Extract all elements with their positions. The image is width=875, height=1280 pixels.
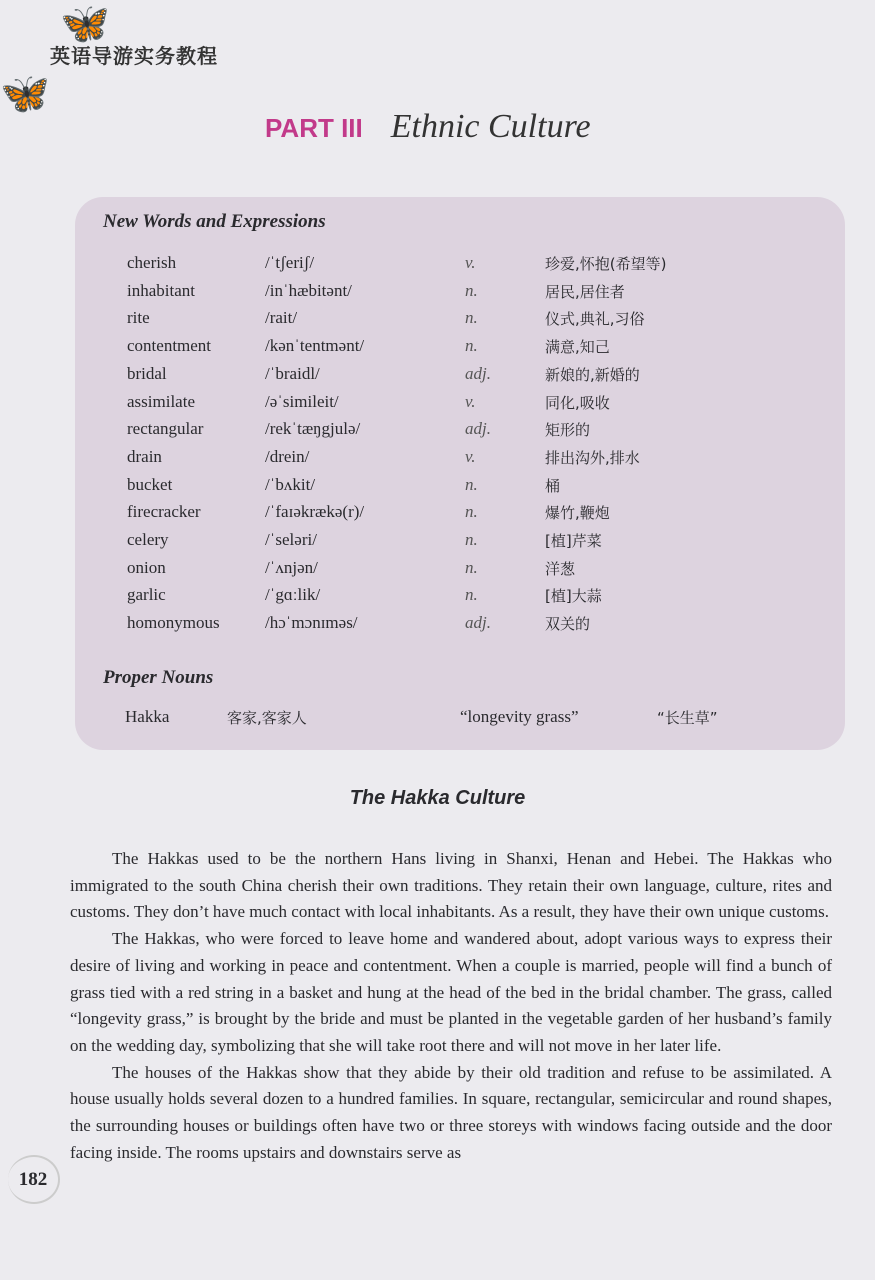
vocabulary-row xyxy=(127,585,847,609)
part-of-speech: n. xyxy=(465,502,478,522)
part-of-speech: n. xyxy=(465,336,478,356)
phonetic: /inˈhæbitənt/ xyxy=(265,280,352,300)
paragraph: The Hakkas used to be the northern Hans living in Shanxi, Henan and Hebei. The Hakkas who immigrated to the south China cherish their own traditions. They retain their own language, culture, rites and customs. They don’t have much contact with local inhabitants. As a result, they have their own unique customs. xyxy=(70,849,832,922)
vocabulary-row xyxy=(127,392,847,416)
translation: 居民,居住者 xyxy=(545,282,625,301)
part-of-speech: v. xyxy=(465,391,476,411)
phonetic: /ˈbʌkit/ xyxy=(265,474,316,494)
part-of-speech: n. xyxy=(465,280,478,300)
vocabulary-row xyxy=(127,364,847,388)
word: celery xyxy=(127,530,169,549)
phonetic: /ˈbraidl/ xyxy=(265,363,320,383)
translation: 矩形的 xyxy=(545,421,591,440)
paragraph: The Hakkas, who were forced to leave home and wandered about, adopt various ways to express their desire of living and working in peace and contentment. When a couple is married, people will find a bunch of grass tied with a red string in a basket and hung at the head of the bed in the bridal chamber. The grass, called “longevity grass,” is brought by the bride and must be planted in the vegetable garden of her husband’s family on the wedding day, symbolizing that she will take root there and will not move in her later life. xyxy=(70,929,832,1055)
vocabulary-row xyxy=(127,502,847,526)
part-of-speech: n. xyxy=(465,474,478,494)
word: onion xyxy=(127,557,166,577)
translation: 爆竹,鞭炮 xyxy=(545,504,610,523)
phonetic: /ˈseləri/ xyxy=(265,530,317,549)
translation: 排出沟外,排水 xyxy=(545,448,640,467)
word: bucket xyxy=(127,474,173,494)
phonetic: /ˈgɑːlik/ xyxy=(265,585,321,605)
word: firecracker xyxy=(127,502,201,522)
translation: 珍爱,怀抱(希望等) xyxy=(545,255,667,273)
phonetic: /ˈfaɪəkrækə(r)/ xyxy=(265,502,365,522)
part-of-speech: n. xyxy=(465,557,478,577)
translation: [植]大蒜 xyxy=(545,587,602,606)
phonetic: /hɔˈmɔnɪməs/ xyxy=(265,613,358,633)
word: garlic xyxy=(127,585,166,605)
phonetic: /ˈʌnjən/ xyxy=(265,557,318,577)
body-text xyxy=(70,846,832,1166)
vocabulary-row xyxy=(127,475,847,499)
proper-noun: “longevity grass” xyxy=(460,707,579,726)
phonetic: /əˈsimileit/ xyxy=(265,391,339,411)
phonetic: /drein/ xyxy=(265,446,310,466)
vocabulary-row xyxy=(127,253,847,277)
vocabulary-row xyxy=(127,447,847,471)
vocabulary-row xyxy=(127,308,847,332)
new-words-heading: New Words and Expressions xyxy=(103,211,326,232)
part-of-speech: n. xyxy=(465,530,478,549)
phonetic: /rekˈtæŋgjulə/ xyxy=(265,419,361,439)
translation: 洋葱 xyxy=(545,559,576,578)
phonetic: /rait/ xyxy=(265,308,298,328)
part-name: Ethnic Culture xyxy=(390,108,591,145)
word: homonymous xyxy=(127,613,220,633)
phonetic: /kənˈtentmənt/ xyxy=(265,336,365,356)
translation: 新娘的,新婚的 xyxy=(545,365,640,384)
butterfly-icon: 🦋 xyxy=(60,1,110,46)
part-of-speech: adj. xyxy=(465,419,491,439)
part-of-speech: adj. xyxy=(465,613,491,633)
part-of-speech: v. xyxy=(465,446,476,466)
butterfly-icon: 🦋 xyxy=(0,71,50,116)
vocabulary-row xyxy=(127,336,847,360)
translation: 仪式,典礼,习俗 xyxy=(545,310,645,329)
book-title-header: 英语导游实务教程 xyxy=(50,44,218,68)
word: bridal xyxy=(127,363,167,383)
part-title xyxy=(265,108,591,146)
part-of-speech: n. xyxy=(465,308,478,328)
part-of-speech: n. xyxy=(465,585,478,605)
proper-noun-translation: 客家,客家人 xyxy=(227,709,307,727)
page-number: 182 xyxy=(8,1155,60,1204)
translation: 双关的 xyxy=(545,615,591,634)
proper-nouns-heading: Proper Nouns xyxy=(103,667,214,688)
word: rectangular xyxy=(127,419,204,439)
translation: 满意,知己 xyxy=(545,338,610,357)
part-number: PART III xyxy=(265,113,363,143)
translation: [植]芹菜 xyxy=(545,532,602,550)
section-title: The Hakka Culture xyxy=(349,787,526,809)
word: assimilate xyxy=(127,391,195,411)
phonetic: /ˈtʃeriʃ/ xyxy=(265,253,315,272)
word: contentment xyxy=(127,336,212,356)
translation: 同化,吸收 xyxy=(545,393,610,412)
word: inhabitant xyxy=(127,280,195,300)
vocabulary-box xyxy=(75,197,845,750)
vocabulary-row xyxy=(127,530,847,554)
part-of-speech: v. xyxy=(465,253,476,272)
proper-noun: Hakka xyxy=(125,707,170,726)
translation: 桶 xyxy=(545,476,561,495)
vocabulary-row xyxy=(127,419,847,443)
proper-noun-translation: “长生草” xyxy=(657,709,718,727)
vocabulary-row xyxy=(127,558,847,582)
word: cherish xyxy=(127,253,177,272)
word: drain xyxy=(127,446,162,466)
word: rite xyxy=(127,308,150,328)
vocabulary-row xyxy=(127,281,847,305)
paragraph: The houses of the Hakkas show that they abide by their old tradition and refuse to be assimilated. A house usually holds several dozen to a hundred families. In square, rectangular, semicircular and round shapes, the surrounding houses or buildings often have two or three storeys with windows facing outside and the door facing inside. The rooms upstairs and downstairs serve as xyxy=(70,1062,832,1162)
part-of-speech: adj. xyxy=(465,363,491,383)
vocabulary-row xyxy=(127,613,847,637)
